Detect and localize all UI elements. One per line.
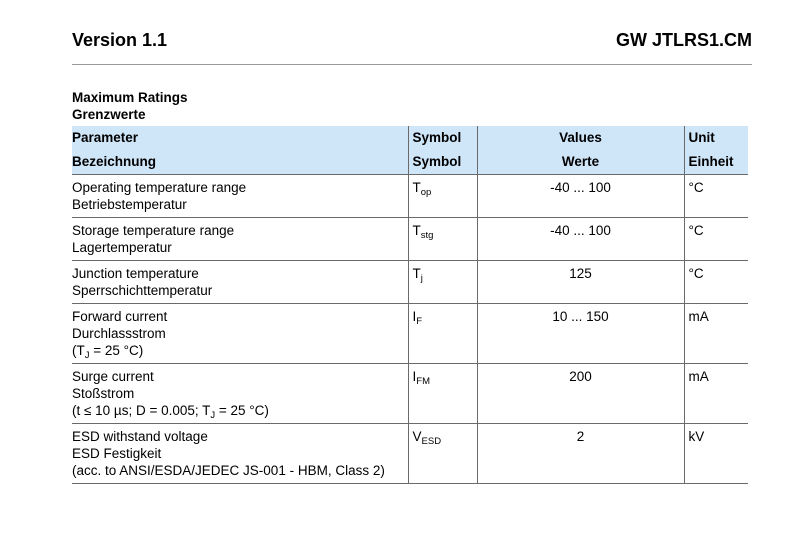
symbol-main: V xyxy=(412,429,422,444)
table-row xyxy=(72,304,748,364)
parameter-condition xyxy=(72,462,404,479)
symbol-main: T xyxy=(412,223,421,238)
header-symbol-de: Symbol xyxy=(408,150,477,175)
unit-cell: mA xyxy=(684,304,748,364)
parameter-name-de: Sperrschichttemperatur xyxy=(72,283,213,298)
symbol-cell xyxy=(408,218,477,261)
symbol-subscript: stg xyxy=(420,230,434,241)
parameter-name-de: ESD Festigkeit xyxy=(72,446,162,461)
header-symbol: Symbol xyxy=(408,126,477,150)
section-title-de: Grenzwerte xyxy=(72,107,146,122)
table-row xyxy=(72,175,748,218)
table-row xyxy=(72,261,748,304)
symbol-subscript: FM xyxy=(416,376,430,387)
condition-text-end: = 25 °C) xyxy=(89,343,144,358)
header-einheit: Einheit xyxy=(684,150,748,175)
parameter-cell xyxy=(72,261,408,304)
parameter-name-de: Stoßstrom xyxy=(72,386,135,401)
table-row xyxy=(72,364,748,424)
value-cell: -40 ... 100 xyxy=(477,218,684,261)
parameter-condition xyxy=(72,402,404,419)
unit-cell: mA xyxy=(684,364,748,424)
symbol-cell xyxy=(408,304,477,364)
parameter-name-en: Junction temperature xyxy=(72,266,199,281)
unit-cell: °C xyxy=(684,218,748,261)
parameter-cell xyxy=(72,424,408,484)
symbol-cell xyxy=(408,364,477,424)
condition-text-end: = 25 °C) xyxy=(215,403,269,418)
condition-text: (t ≤ 10 µs; D = 0.005; T xyxy=(72,403,211,418)
header-bezeichnung: Bezeichnung xyxy=(72,150,408,175)
symbol-main: I xyxy=(412,309,417,324)
section-title xyxy=(72,89,188,123)
parameter-cell xyxy=(72,175,408,218)
parameter-cell xyxy=(72,304,408,364)
table-row xyxy=(72,424,748,484)
value-cell: -40 ... 100 xyxy=(477,175,684,218)
parameter-name-de: Betriebstemperatur xyxy=(72,197,187,212)
symbol-subscript: op xyxy=(420,187,432,198)
table-header xyxy=(72,126,748,175)
symbol-subscript: ESD xyxy=(421,436,442,447)
maximum-ratings-table xyxy=(72,126,748,484)
header-row-en xyxy=(72,126,748,150)
symbol-subscript: F xyxy=(416,316,423,327)
parameter-name-de: Lagertemperatur xyxy=(72,240,172,255)
product-name: GW JTLRS1.CM xyxy=(615,30,752,50)
condition-subscript: J xyxy=(210,410,216,421)
unit-cell: °C xyxy=(684,175,748,218)
section-title-en: Maximum Ratings xyxy=(72,90,188,105)
unit-cell: kV xyxy=(684,424,748,484)
parameter-cell xyxy=(72,218,408,261)
parameter-condition xyxy=(72,342,404,359)
condition-text: (acc. to ANSI/ESDA/JEDEC JS-001 - HBM, Class 2) xyxy=(72,463,385,478)
value-cell: 10 ... 150 xyxy=(477,304,684,364)
header-werte: Werte xyxy=(477,150,684,175)
header-unit: Unit xyxy=(684,126,748,150)
page-header xyxy=(72,30,752,52)
symbol-subscript: j xyxy=(420,273,423,284)
parameter-name-en: Storage temperature range xyxy=(72,223,235,238)
table-body xyxy=(72,175,748,484)
condition-subscript: J xyxy=(84,350,90,361)
header-values: Values xyxy=(477,126,684,150)
parameter-name-en: ESD withstand voltage xyxy=(72,429,208,444)
header-row-de xyxy=(72,150,748,175)
parameter-cell xyxy=(72,364,408,424)
header-parameter: Parameter xyxy=(72,126,408,150)
symbol-cell xyxy=(408,424,477,484)
parameter-name-de: Durchlassstrom xyxy=(72,326,166,341)
value-cell: 125 xyxy=(477,261,684,304)
parameter-name-en: Operating temperature range xyxy=(72,180,247,195)
value-cell: 2 xyxy=(477,424,684,484)
version-label: Version 1.1 xyxy=(72,30,168,50)
symbol-cell xyxy=(408,261,477,304)
header-divider xyxy=(72,64,752,65)
parameter-name-en: Surge current xyxy=(72,369,154,384)
symbol-cell xyxy=(408,175,477,218)
symbol-main: T xyxy=(412,180,421,195)
symbol-main: T xyxy=(412,266,421,281)
value-cell: 200 xyxy=(477,364,684,424)
symbol-main: I xyxy=(412,369,417,384)
table-row xyxy=(72,218,748,261)
parameter-name-en: Forward current xyxy=(72,309,168,324)
condition-text: (T xyxy=(72,343,85,358)
unit-cell: °C xyxy=(684,261,748,304)
